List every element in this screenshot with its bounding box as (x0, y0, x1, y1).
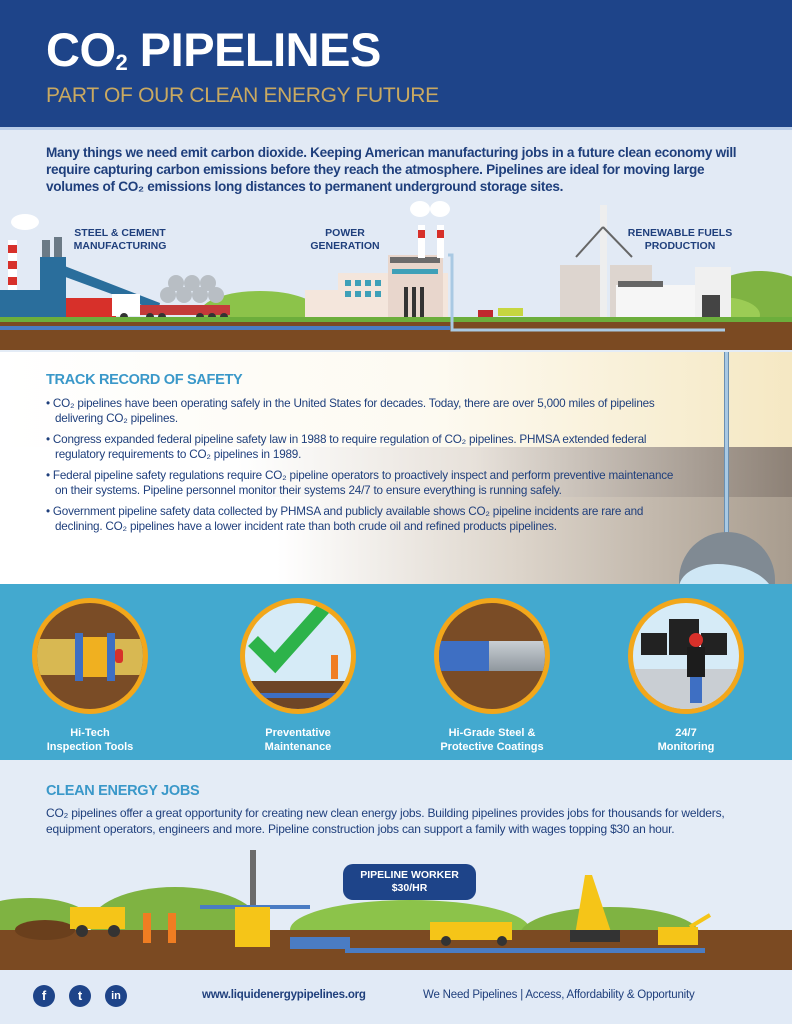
feature-preventative-maintenance (218, 598, 378, 754)
features-band (0, 584, 792, 760)
feature-inspection-tools (10, 598, 170, 754)
jobs-text: CO₂ pipelines offer a great opportunity for creating new clean energy jobs. Building pipelines provides jobs for thousands for welders, equipment operators, engineers and more. Pipeline construction jobs can support a family with wages topping $30 an hour. (46, 806, 725, 836)
footer-tagline: We Need Pipelines | Access, Affordability & Opportunity (423, 989, 695, 1001)
intro-text: Many things we need emit carbon dioxide. Keeping American manufacturing jobs in a future clean economy will require capturing carbon emissions before they reach the atmosphere. Pipelines are ideal for moving large volumes of CO₂ emissions long distances to permanent underground storage sites. (46, 145, 737, 194)
twitter-icon[interactable]: t (69, 985, 91, 1007)
safety-bullet: • Government pipeline safety data collected by PHMSA and publicly available shows CO₂ pipeline incidents are rare and declining. CO₂ pipelines have a lower incident rate than both crude oil and refined products pipelines. (46, 504, 686, 534)
inspection-tool-icon (32, 598, 148, 714)
feature-label: Hi-Grade Steel & (448, 727, 536, 739)
steel-pipe-icon (434, 598, 550, 714)
feature-monitoring (606, 598, 766, 754)
feature-label: Maintenance (264, 741, 332, 753)
feature-label: Monitoring (657, 741, 715, 753)
safety-bullet: • Congress expanded federal pipeline safety law in 1988 to require regulation of CO₂ pipelines. PHMSA extended federal regulatory requirements to CO₂ pipelines in 1989. (46, 432, 686, 462)
footer (0, 970, 792, 1024)
feature-label: Preventative (265, 727, 331, 739)
feature-steel-coatings (412, 598, 572, 754)
linkedin-icon[interactable]: in (105, 985, 127, 1007)
label-power-generation: POWER GENERATION (310, 227, 380, 252)
feature-label: Hi-Tech (70, 727, 110, 739)
feature-label: 24/7 (675, 727, 697, 739)
safety-bullet: • Federal pipeline safety regulations require CO₂ pipeline operators to proactively inspect and perform preventive maintenance on their systems. Pipeline personnel monitor their systems 24/7 to ensure everything is running safely. (46, 468, 686, 498)
header-banner (0, 0, 792, 127)
safety-section (0, 352, 792, 584)
injection-well-pipe (724, 352, 729, 547)
page-subtitle: PART OF OUR CLEAN ENERGY FUTURE (46, 84, 439, 107)
website-link[interactable]: www.liquidenergypipelines.org (202, 989, 366, 1001)
checkmark-icon (240, 598, 356, 714)
safety-bullet-list (46, 396, 686, 540)
label-steel-cement: STEEL & CEMENT MANUFACTURING (73, 227, 167, 252)
pipeline-worker-badge: PIPELINE WORKER $30/HR (343, 864, 476, 900)
safety-bullet: • CO₂ pipelines have been operating safely in the United States for decades. Today, there are over 5,000 miles of pipelines delivering CO₂ pipelines. (46, 396, 686, 426)
safety-heading: TRACK RECORD OF SAFETY (46, 372, 243, 388)
feature-label: Protective Coatings (440, 741, 544, 753)
facebook-icon[interactable]: f (33, 985, 55, 1007)
monitoring-icon (628, 598, 744, 714)
feature-label: Inspection Tools (46, 741, 134, 753)
jobs-heading: CLEAN ENERGY JOBS (46, 783, 200, 799)
industrial-scene-illustration (0, 195, 792, 355)
page-title: $CO_2$ PIPELINES (46, 23, 381, 76)
label-renewable-fuels: RENEWABLE FUELS PRODUCTION (627, 227, 733, 252)
